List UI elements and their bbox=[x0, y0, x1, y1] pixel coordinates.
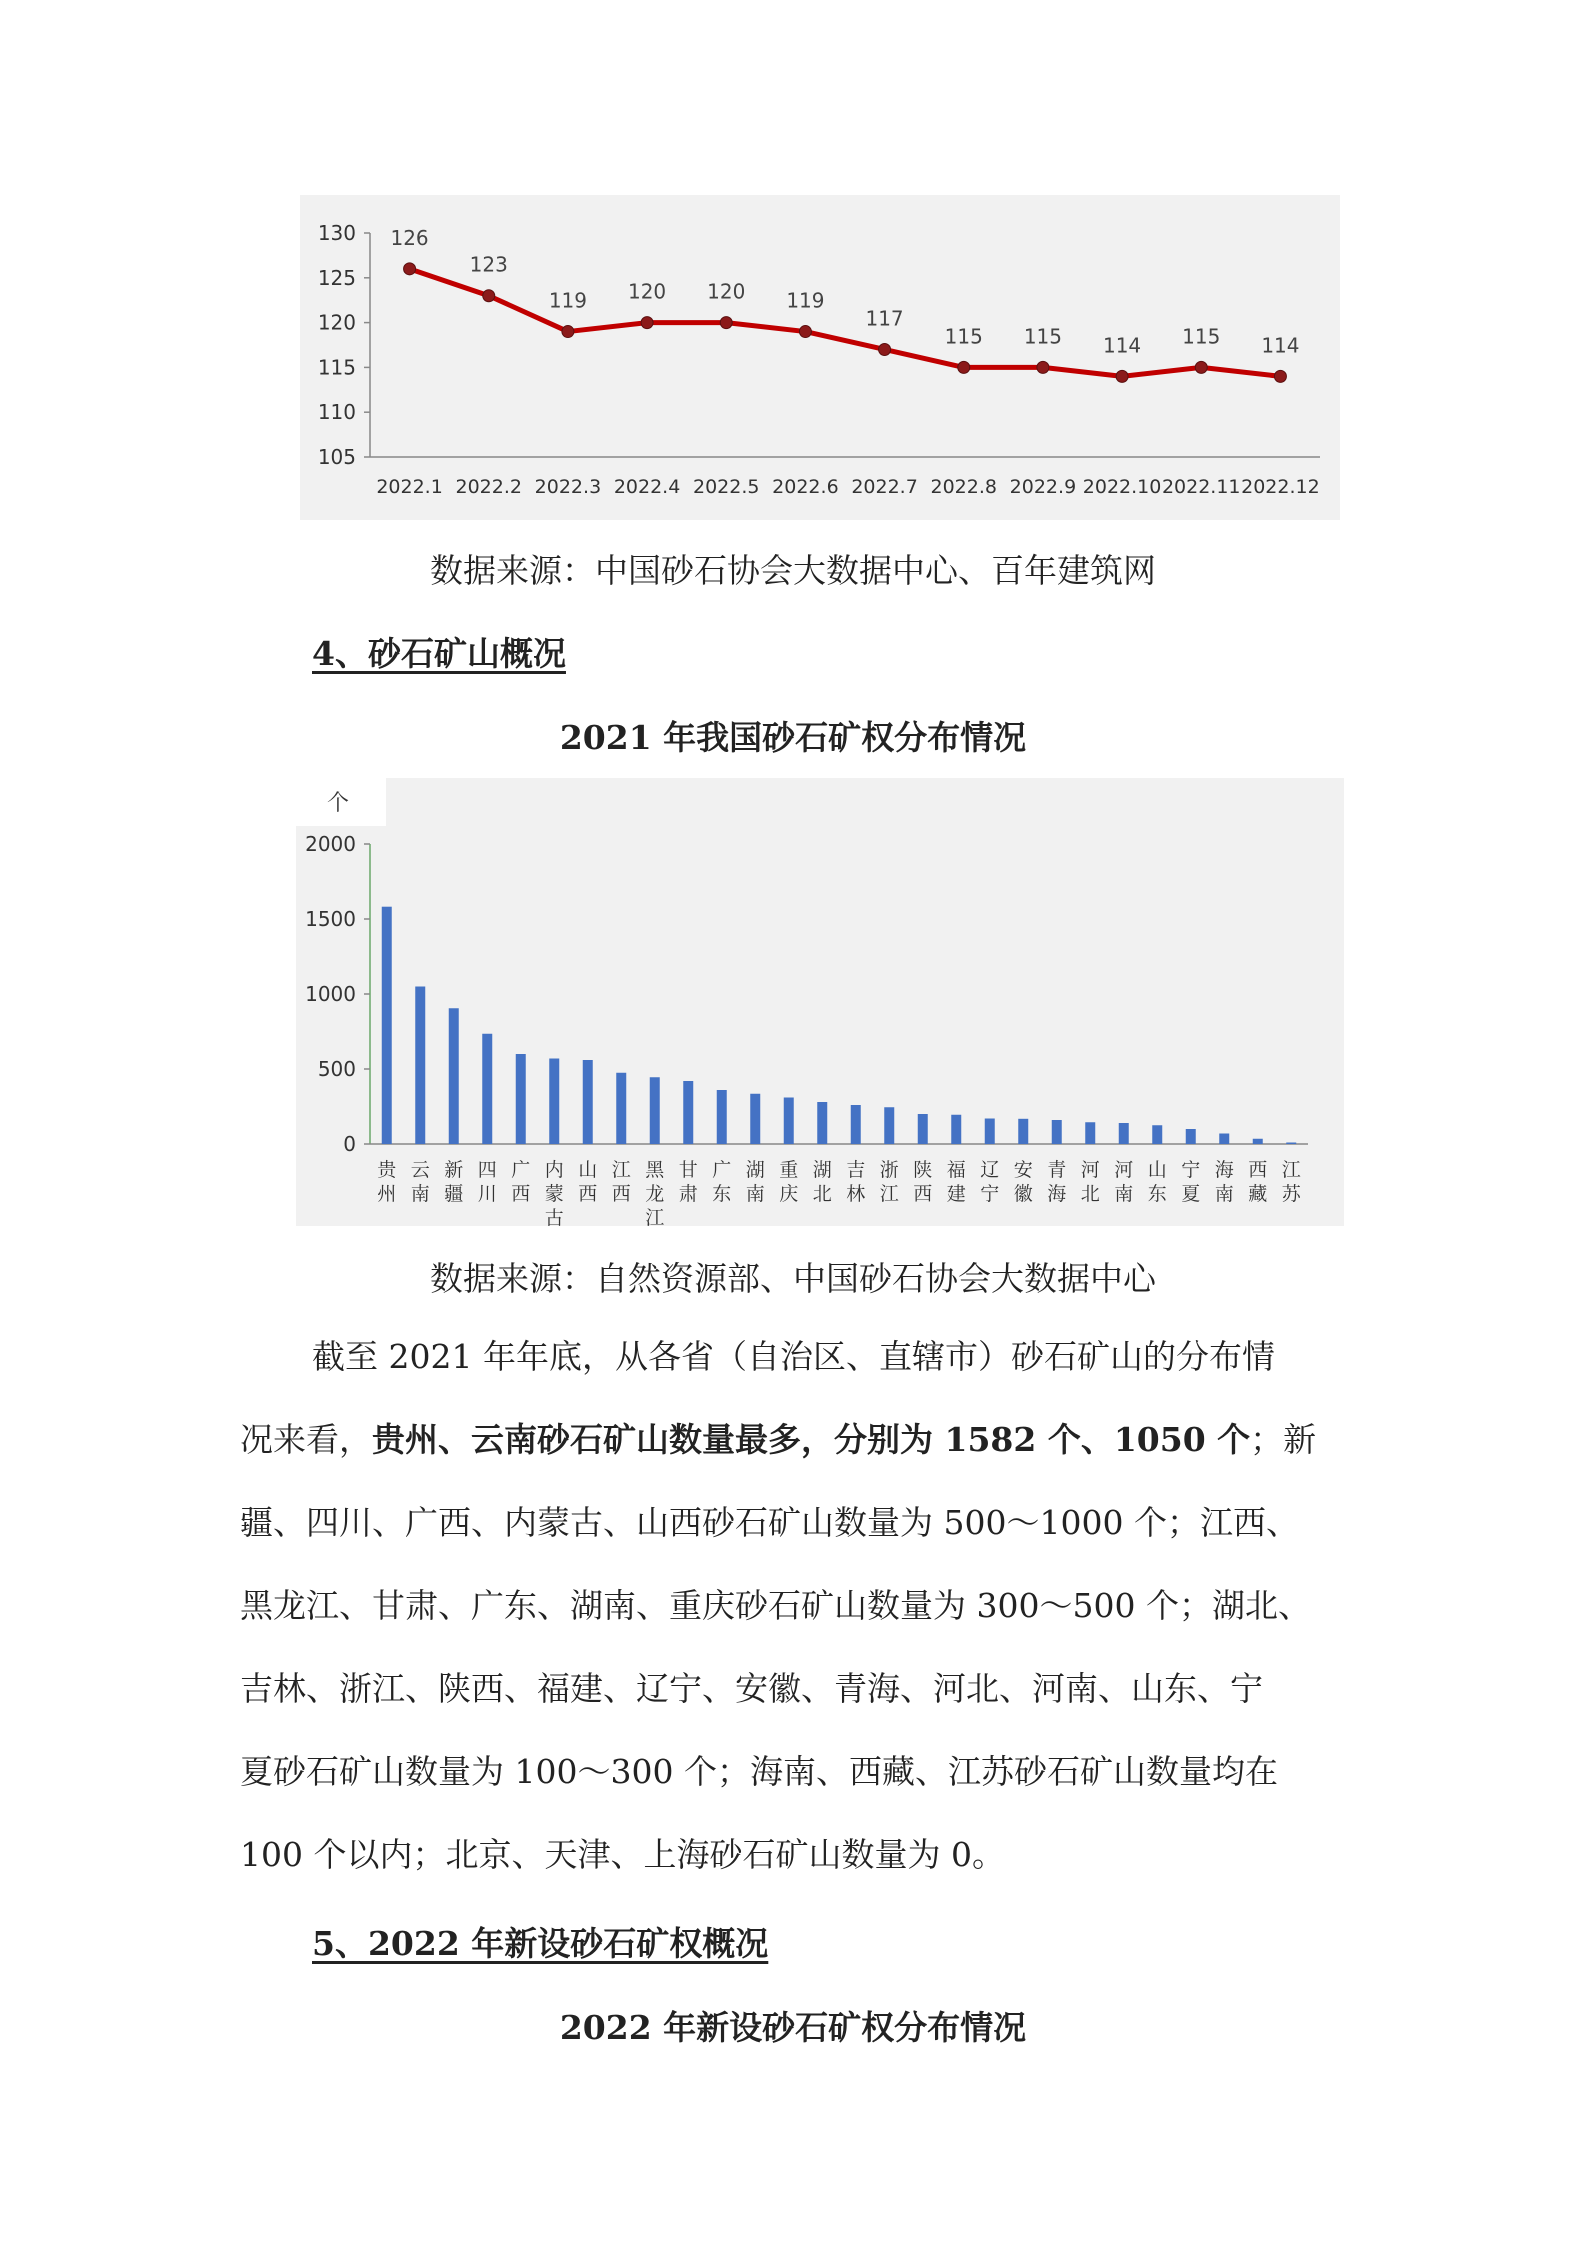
paragraph-line-5: 吉林、浙江、陕西、福建、辽宁、安徽、青海、河北、河南、山东、宁 bbox=[240, 1669, 1263, 1708]
x-tick-label: 2022.1 bbox=[376, 476, 443, 498]
data-label: 114 bbox=[1261, 333, 1300, 358]
x-tick-label: 陕 bbox=[913, 1159, 933, 1181]
body-paragraph bbox=[240, 1315, 1350, 1896]
y-tick-label: 2000 bbox=[305, 832, 356, 856]
data-label: 117 bbox=[865, 306, 904, 331]
data-label: 126 bbox=[390, 225, 429, 250]
paragraph-line-2-post: ；新 bbox=[1250, 1420, 1317, 1459]
bar bbox=[1286, 1143, 1296, 1145]
bar bbox=[717, 1090, 727, 1144]
x-tick-label: 甘 bbox=[678, 1159, 698, 1181]
data-label: 119 bbox=[548, 288, 588, 313]
bar bbox=[482, 1034, 492, 1144]
y-tick-label: 120 bbox=[317, 310, 356, 335]
line-chart-svg bbox=[300, 195, 1340, 520]
bar bbox=[750, 1094, 760, 1144]
x-tick-label: 江 bbox=[1281, 1159, 1301, 1181]
data-point bbox=[720, 317, 732, 329]
y-tick-label: 1500 bbox=[305, 907, 356, 931]
x-tick-label: 南 bbox=[1114, 1183, 1134, 1205]
bar bbox=[549, 1059, 559, 1145]
x-tick-label: 夏 bbox=[1181, 1183, 1201, 1205]
bar bbox=[918, 1114, 928, 1144]
x-tick-label: 江 bbox=[879, 1183, 899, 1205]
x-tick-label: 吉 bbox=[846, 1159, 866, 1181]
x-tick-label: 2022.5 bbox=[693, 476, 760, 498]
mining-rights-bar-chart bbox=[296, 778, 1344, 1226]
x-tick-label: 湖 bbox=[812, 1159, 832, 1181]
source-caption-2: 数据来源：自然资源部、中国砂石协会大数据中心 bbox=[430, 1259, 1156, 1298]
x-tick-label: 广 bbox=[511, 1159, 531, 1181]
x-tick-label: 宁 bbox=[980, 1183, 1000, 1205]
x-tick-label: 肃 bbox=[678, 1183, 698, 1205]
y-tick-label: 130 bbox=[317, 221, 356, 245]
x-tick-label: 2022.7 bbox=[851, 476, 918, 498]
paragraph-line-2-bold: 贵州、云南砂石矿山数量最多，分别为 1582 个、1050 个 bbox=[372, 1420, 1251, 1459]
x-tick-label: 2022.12 bbox=[1241, 476, 1320, 498]
x-tick-label: 安 bbox=[1013, 1159, 1033, 1181]
x-tick-label: 东 bbox=[1147, 1183, 1167, 1205]
bar bbox=[683, 1081, 693, 1144]
x-tick-label: 南 bbox=[745, 1183, 765, 1205]
x-tick-label: 州 bbox=[377, 1183, 397, 1205]
y-tick-label: 500 bbox=[317, 1057, 356, 1081]
bar bbox=[650, 1077, 660, 1144]
x-tick-label: 疆 bbox=[444, 1183, 464, 1205]
x-tick-label: 古 bbox=[544, 1207, 564, 1226]
bar-chart-svg bbox=[296, 778, 1344, 1226]
bar bbox=[817, 1102, 827, 1144]
paragraph-line-4: 黑龙江、甘肃、广东、湖南、重庆砂石矿山数量为 300～500 个；湖北、 bbox=[240, 1586, 1311, 1625]
paragraph-line-2 bbox=[240, 1398, 1350, 1481]
bar-chart-2-title: 2022 年新设砂石矿权分布情况 bbox=[559, 2008, 1027, 2047]
x-tick-label: 南 bbox=[410, 1183, 430, 1205]
x-tick-label: 云 bbox=[410, 1159, 430, 1181]
bar bbox=[449, 1008, 459, 1144]
bar bbox=[1186, 1129, 1196, 1144]
data-point bbox=[1116, 370, 1128, 382]
data-label: 120 bbox=[627, 279, 667, 304]
bar bbox=[382, 907, 392, 1144]
bar bbox=[784, 1098, 794, 1145]
x-tick-label: 福 bbox=[946, 1159, 966, 1181]
bar bbox=[583, 1060, 593, 1144]
y-tick-label: 115 bbox=[317, 355, 356, 380]
bar bbox=[1253, 1139, 1263, 1144]
section-heading-4: 4、砂石矿山概况 bbox=[312, 634, 566, 673]
data-point bbox=[562, 326, 574, 338]
y-tick-label: 110 bbox=[317, 400, 356, 425]
bar bbox=[415, 987, 425, 1145]
bar bbox=[516, 1054, 526, 1144]
y-tick-label: 1000 bbox=[305, 982, 356, 1006]
x-tick-label: 北 bbox=[1080, 1183, 1100, 1205]
paragraph-line-6: 夏砂石矿山数量为 100～300 个；海南、西藏、江苏砂石矿山数量均在 bbox=[240, 1752, 1278, 1791]
x-tick-label: 广 bbox=[712, 1159, 732, 1181]
x-tick-label: 西 bbox=[611, 1183, 631, 1205]
data-label: 119 bbox=[786, 288, 825, 313]
x-tick-label: 青 bbox=[1047, 1159, 1067, 1181]
x-tick-label: 苏 bbox=[1281, 1183, 1301, 1205]
x-tick-label: 西 bbox=[913, 1183, 933, 1205]
x-tick-label: 山 bbox=[578, 1159, 598, 1181]
x-tick-label: 江 bbox=[611, 1159, 631, 1181]
x-tick-label: 宁 bbox=[1181, 1159, 1201, 1181]
x-tick-label: 湖 bbox=[745, 1159, 765, 1181]
x-tick-label: 2022.11 bbox=[1161, 476, 1241, 498]
x-tick-label: 黑 bbox=[645, 1159, 665, 1181]
x-tick-label: 东 bbox=[712, 1183, 732, 1205]
x-tick-label: 北 bbox=[812, 1183, 832, 1205]
paragraph-line-7: 100 个以内；北京、天津、上海砂石矿山数量为 0。 bbox=[240, 1835, 1005, 1874]
paragraph-line-2-pre: 况来看， bbox=[240, 1420, 372, 1459]
data-point bbox=[799, 326, 811, 338]
x-tick-label: 建 bbox=[946, 1183, 966, 1205]
x-tick-label: 2022.9 bbox=[1009, 476, 1077, 498]
data-point bbox=[1195, 361, 1207, 373]
x-tick-label: 2022.4 bbox=[613, 476, 681, 498]
source-caption-1: 数据来源：中国砂石协会大数据中心、百年建筑网 bbox=[430, 551, 1156, 590]
bar bbox=[1119, 1123, 1129, 1144]
bar bbox=[1052, 1120, 1062, 1144]
x-tick-label: 内 bbox=[544, 1159, 564, 1181]
x-tick-label: 龙 bbox=[645, 1183, 665, 1205]
x-tick-label: 四 bbox=[477, 1159, 497, 1181]
x-tick-label: 浙 bbox=[879, 1159, 899, 1181]
x-tick-label: 2022.2 bbox=[455, 476, 522, 498]
x-tick-label: 山 bbox=[1147, 1159, 1167, 1181]
x-tick-label: 2022.8 bbox=[930, 476, 997, 498]
data-point bbox=[641, 317, 653, 329]
data-point bbox=[879, 343, 891, 355]
x-tick-label: 西 bbox=[511, 1183, 531, 1205]
data-point bbox=[483, 290, 495, 302]
data-label: 115 bbox=[1023, 324, 1063, 349]
x-tick-label: 江 bbox=[645, 1207, 665, 1226]
x-tick-label: 辽 bbox=[980, 1159, 1000, 1181]
x-tick-label: 2022.6 bbox=[772, 476, 839, 498]
bar bbox=[985, 1119, 995, 1145]
series-line bbox=[410, 269, 1281, 377]
x-tick-label: 海 bbox=[1047, 1183, 1067, 1205]
unit-label: 个 bbox=[326, 791, 350, 816]
bar bbox=[1018, 1119, 1028, 1144]
data-point bbox=[958, 361, 970, 373]
y-tick-label: 105 bbox=[317, 445, 356, 469]
x-tick-label: 海 bbox=[1214, 1159, 1234, 1181]
bar bbox=[1152, 1125, 1162, 1144]
x-tick-label: 林 bbox=[846, 1183, 866, 1205]
x-tick-label: 新 bbox=[444, 1159, 464, 1181]
x-tick-label: 2022.3 bbox=[534, 476, 602, 498]
x-tick-label: 河 bbox=[1080, 1159, 1100, 1181]
x-tick-label: 徽 bbox=[1013, 1183, 1033, 1205]
bar bbox=[1085, 1122, 1095, 1144]
bar bbox=[851, 1105, 861, 1144]
x-tick-label: 蒙 bbox=[544, 1183, 564, 1205]
paragraph-line-1: 截至 2021 年年底，从各省（自治区、直辖市）砂石矿山的分布情 bbox=[312, 1337, 1275, 1376]
y-tick-label: 0 bbox=[343, 1132, 356, 1156]
x-tick-label: 藏 bbox=[1248, 1183, 1268, 1205]
paragraph-line-3: 疆、四川、广西、内蒙古、山西砂石矿山数量为 500～1000 个；江西、 bbox=[240, 1503, 1299, 1542]
bar bbox=[1219, 1134, 1229, 1145]
y-tick-label: 125 bbox=[317, 265, 356, 290]
bar-chart-title: 2021 年我国砂石矿权分布情况 bbox=[559, 718, 1027, 757]
section-heading-5: 5、2022 年新设砂石矿权概况 bbox=[312, 1924, 769, 1963]
x-tick-label: 重 bbox=[779, 1159, 799, 1181]
data-label: 120 bbox=[707, 279, 746, 304]
x-tick-label: 南 bbox=[1214, 1183, 1234, 1205]
data-point bbox=[1274, 370, 1286, 382]
x-tick-label: 河 bbox=[1114, 1159, 1134, 1181]
bar bbox=[884, 1107, 894, 1144]
x-tick-label: 庆 bbox=[779, 1183, 799, 1205]
x-tick-label: 贵 bbox=[377, 1159, 397, 1181]
bar bbox=[951, 1115, 961, 1144]
data-label: 115 bbox=[1182, 324, 1221, 349]
data-label: 123 bbox=[469, 252, 508, 277]
x-tick-label: 西 bbox=[578, 1183, 598, 1205]
data-label: 115 bbox=[944, 324, 983, 349]
x-tick-label: 2022.10 bbox=[1082, 476, 1162, 498]
x-tick-label: 西 bbox=[1248, 1159, 1268, 1181]
data-point bbox=[1037, 361, 1049, 373]
x-tick-label: 川 bbox=[477, 1183, 497, 1205]
data-label: 114 bbox=[1102, 333, 1142, 358]
data-point bbox=[404, 263, 416, 275]
bar bbox=[616, 1073, 626, 1144]
price-index-line-chart bbox=[300, 195, 1340, 520]
